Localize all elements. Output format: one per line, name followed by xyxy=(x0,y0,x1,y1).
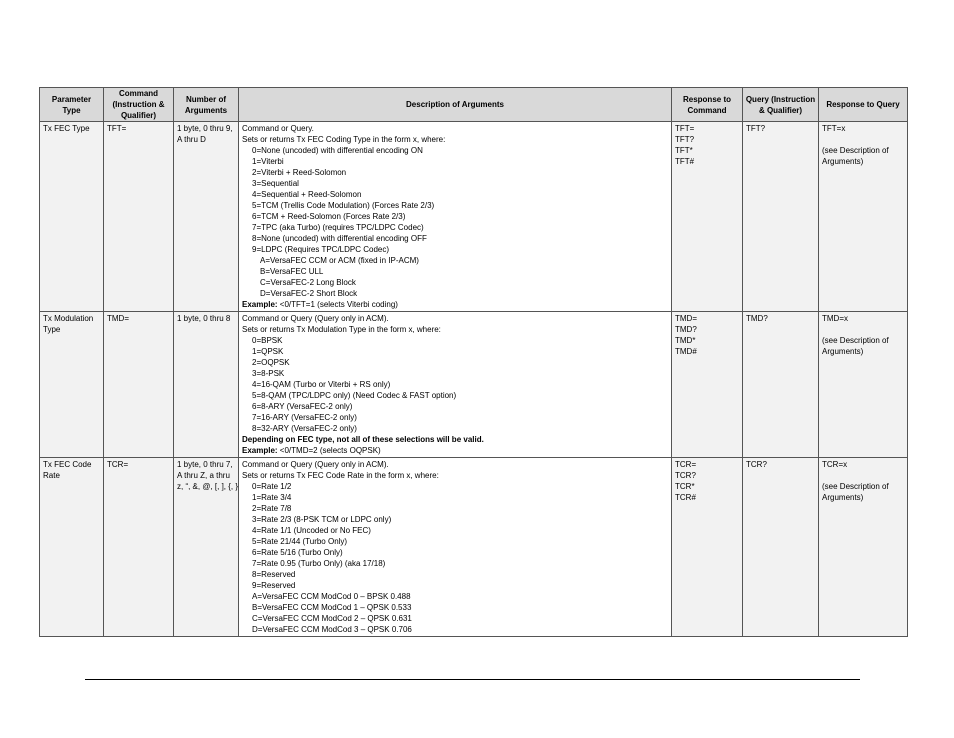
command-spec-table xyxy=(39,87,908,637)
response-line: TFT* xyxy=(675,146,693,155)
description-line: Sets or returns Tx Modulation Type in the form x, where: xyxy=(242,325,441,334)
query-cell: TMD? xyxy=(743,312,819,458)
option-line: 1=QPSK xyxy=(252,347,284,356)
num-args-cell xyxy=(174,122,239,312)
command-cell: TFT= xyxy=(104,122,174,312)
header-response-to-command: Response to Command xyxy=(672,88,743,122)
option-line: 9=LDPC (Requires TPC/LDPC Codec) xyxy=(252,245,390,254)
option-line: 6=Rate 5/16 (Turbo Only) xyxy=(252,548,343,557)
parameter-type-cell: Tx FEC Code Rate xyxy=(40,458,104,637)
response-line: TMD* xyxy=(675,336,696,345)
option-line: 7=16-ARY (VersaFEC-2 only) xyxy=(252,413,357,422)
response-line: TMD? xyxy=(675,325,697,334)
response-to-query-cell xyxy=(819,458,908,637)
response-line: TCR# xyxy=(675,493,696,502)
spacer xyxy=(822,324,904,335)
table-row xyxy=(40,458,908,637)
description-line: Command or Query. xyxy=(242,124,314,133)
option-line: 7=TPC (aka Turbo) (requires TPC/LDPC Codec) xyxy=(252,223,424,232)
description-line: Sets or returns Tx FEC Coding Type in the form x, where: xyxy=(242,135,446,144)
option-line: 2=OQPSK xyxy=(252,358,290,367)
option-line: 5=Rate 21/44 (Turbo Only) xyxy=(252,537,348,546)
option-line: A=VersaFEC CCM ModCod 0 – BPSK 0.488 xyxy=(252,592,411,601)
num-args-line: 1 byte, 0 thru 8 xyxy=(177,314,231,323)
spacer xyxy=(822,134,904,145)
num-args-line: 1 byte, 0 thru 9, xyxy=(177,124,233,133)
option-line: 1=Rate 3/4 xyxy=(252,493,292,502)
description-line: Command or Query (Query only in ACM). xyxy=(242,460,389,469)
option-line: 8=32-ARY (VersaFEC-2 only) xyxy=(252,424,357,433)
option-line: 5=8-QAM (TPC/LDPC only) (Need Codec & FAST option) xyxy=(252,391,457,400)
option-line: 3=Sequential xyxy=(252,179,299,188)
description-cell xyxy=(239,122,672,312)
option-line: 5=TCM (Trellis Code Modulation) (Forces Rate 2/3) xyxy=(252,201,435,210)
num-args-line: z, “, &, @, [, ], {, } xyxy=(177,482,239,491)
description-note: Depending on FEC type, not all of these selections will be valid. xyxy=(242,435,484,444)
option-line: 3=8-PSK xyxy=(252,369,285,378)
option-line: 2=Viterbi + Reed-Solomon xyxy=(252,168,347,177)
num-args-cell xyxy=(174,458,239,637)
header-num-args: Number of Arguments xyxy=(174,88,239,122)
response-to-command-cell xyxy=(672,458,743,637)
option-line: 4=16-QAM (Turbo or Viterbi + RS only) xyxy=(252,380,391,389)
header-query: Query (Instruction & Qualifier) xyxy=(743,88,819,122)
example-label: Example: xyxy=(242,300,278,309)
sub-option-line: A=VersaFEC CCM or ACM (fixed in IP-ACM) xyxy=(260,256,419,265)
example-text: <0/TMD=2 (selects OQPSK) xyxy=(277,446,381,455)
query-cell: TCR? xyxy=(743,458,819,637)
option-line: D=VersaFEC CCM ModCod 3 – QPSK 0.706 xyxy=(252,625,412,634)
num-args-cell xyxy=(174,312,239,458)
example-text: <0/TFT=1 (selects Viterbi coding) xyxy=(277,300,398,309)
header-parameter-type: Parameter Type xyxy=(40,88,104,122)
option-line: C=VersaFEC CCM ModCod 2 – QPSK 0.631 xyxy=(252,614,412,623)
option-line: B=VersaFEC CCM ModCod 1 – QPSK 0.533 xyxy=(252,603,412,612)
response-to-query-value: TMD=x xyxy=(822,314,848,323)
response-to-query-cell xyxy=(819,312,908,458)
command-cell: TCR= xyxy=(104,458,174,637)
description-cell xyxy=(239,458,672,637)
header-command: Command (Instruction & Qualifier) xyxy=(104,88,174,122)
response-line: TCR? xyxy=(675,471,696,480)
option-line: 0=None (uncoded) with differential encoding ON xyxy=(252,146,423,155)
footer-rule xyxy=(85,679,860,680)
parameter-type-cell: Tx FEC Type xyxy=(40,122,104,312)
command-cell: TMD= xyxy=(104,312,174,458)
response-note: (see Description of Arguments) xyxy=(822,146,889,166)
option-line: 7=Rate 0.95 (Turbo Only) (aka 17/18) xyxy=(252,559,386,568)
response-to-query-value: TFT=x xyxy=(822,124,846,133)
table-row xyxy=(40,122,908,312)
response-line: TFT? xyxy=(675,135,695,144)
sub-option-line: C=VersaFEC-2 Long Block xyxy=(260,278,356,287)
option-line: 0=BPSK xyxy=(252,336,283,345)
response-to-query-value: TCR=x xyxy=(822,460,848,469)
response-line: TCR* xyxy=(675,482,695,491)
header-response-to-query: Response to Query xyxy=(819,88,908,122)
table-header-row xyxy=(40,88,908,122)
sub-option-line: D=VersaFEC-2 Short Block xyxy=(260,289,358,298)
response-line: TFT# xyxy=(675,157,695,166)
header-description: Description of Arguments xyxy=(239,88,672,122)
response-line: TCR= xyxy=(675,460,697,469)
option-line: 0=Rate 1/2 xyxy=(252,482,292,491)
response-to-query-cell xyxy=(819,122,908,312)
response-note: (see Description of Arguments) xyxy=(822,336,889,356)
option-line: 3=Rate 2/3 (8-PSK TCM or LDPC only) xyxy=(252,515,392,524)
num-args-line: A thru D xyxy=(177,135,206,144)
response-line: TMD= xyxy=(675,314,697,323)
option-line: 8=None (uncoded) with differential encoding OFF xyxy=(252,234,427,243)
response-to-command-cell xyxy=(672,312,743,458)
description-line: Command or Query (Query only in ACM). xyxy=(242,314,389,323)
num-args-line: 1 byte, 0 thru 7, xyxy=(177,460,233,469)
option-line: 4=Sequential + Reed-Solomon xyxy=(252,190,362,199)
option-line: 8=Reserved xyxy=(252,570,296,579)
example-line xyxy=(242,445,668,456)
description-line: Sets or returns Tx FEC Code Rate in the form x, where: xyxy=(242,471,439,480)
option-line: 4=Rate 1/1 (Uncoded or No FEC) xyxy=(252,526,371,535)
example-label: Example: xyxy=(242,446,278,455)
response-to-command-cell xyxy=(672,122,743,312)
option-line: 2=Rate 7/8 xyxy=(252,504,292,513)
response-line: TFT= xyxy=(675,124,695,133)
response-line: TMD# xyxy=(675,347,697,356)
example-line xyxy=(242,299,668,310)
response-note: (see Description of Arguments) xyxy=(822,482,889,502)
spacer xyxy=(822,470,904,481)
num-args-line: A thru Z, a thru xyxy=(177,471,230,480)
description-cell xyxy=(239,312,672,458)
option-line: 6=TCM + Reed-Solomon (Forces Rate 2/3) xyxy=(252,212,406,221)
option-line: 1=Viterbi xyxy=(252,157,284,166)
option-line: 6=8-ARY (VersaFEC-2 only) xyxy=(252,402,353,411)
table-row xyxy=(40,312,908,458)
query-cell: TFT? xyxy=(743,122,819,312)
sub-option-line: B=VersaFEC ULL xyxy=(260,267,324,276)
option-line: 9=Reserved xyxy=(252,581,296,590)
parameter-type-cell: Tx Modulation Type xyxy=(40,312,104,458)
